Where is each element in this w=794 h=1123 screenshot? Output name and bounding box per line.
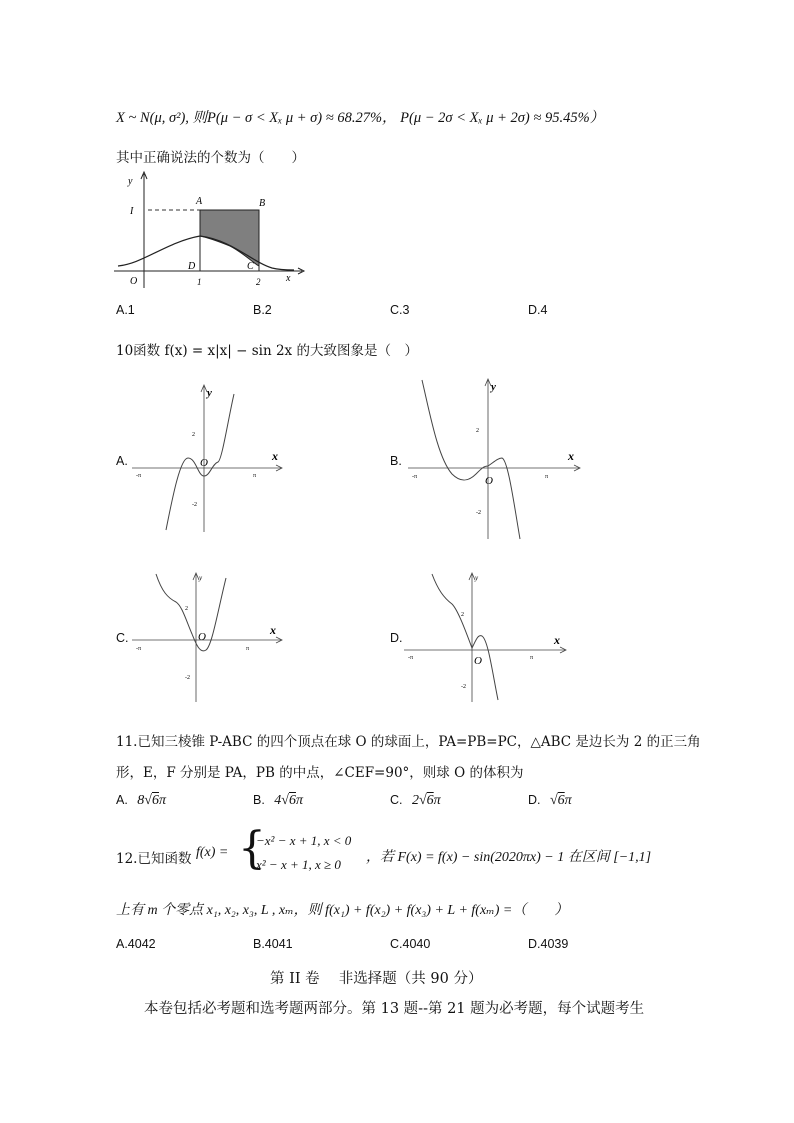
q10-graph-d-origin: O [474, 655, 482, 667]
q10-graph-d-x-label: x [554, 633, 560, 647]
q10-graph-b-x-label: x [568, 449, 574, 463]
q11-line-2: 形，E，F 分别是 PA，PB 的中点，∠CEF=90°，则球 O 的体积为 [116, 765, 524, 781]
q11-line-1: 11.已知三棱锥 P-ABC 的四个顶点在球 O 的球面上，PA=PB=PC，△ABC 是边长为 2 的正三角 [116, 734, 701, 750]
q9-normal-figure [112, 170, 307, 292]
q10-prompt: 10函数 f(x) = x|x| − sin 2x 的大致图象是（ ） [116, 343, 418, 359]
q9-axis-y-label: y [128, 176, 133, 187]
q10-graph-a-tick-pos: 2 [192, 432, 195, 438]
q10-graph-c[interactable] [132, 570, 292, 705]
q11-option-b-label: B. [253, 793, 265, 807]
q12-lead: 12.已知函数 [116, 851, 192, 867]
q10-graph-c-tick-pi: π [246, 646, 250, 652]
q10-graph-a[interactable] [132, 380, 292, 535]
q10-graph-d[interactable] [404, 570, 574, 705]
q12-tail: ，若 F(x) = f(x) − sin(2020πx) − 1 在区间 [−1,1] [366, 850, 652, 865]
q10-graph-b-tick-pos: 2 [476, 428, 479, 434]
q10-graph-c-x-label: x [270, 623, 276, 637]
section-title: 第 II 卷 非选择题（共 90 分） [270, 971, 483, 987]
q11-option-b-coef: 4 [274, 793, 282, 808]
q10-graph-a-tick-negpi: -π [136, 473, 142, 479]
q9-formula-line: X ~ N(μ, σ²), 则P(μ − σ < Xₓ μ + σ) ≈ 68.27%， P(μ − 2σ < Xₓ μ + 2σ) ≈ 95.45%） [116, 110, 605, 126]
q9-tick-x2-label: 2 [256, 277, 261, 287]
q10-graph-c-origin: O [198, 631, 206, 643]
q9-point-a: A [196, 196, 203, 207]
q10-graph-c-tick-neg: -2 [185, 675, 190, 681]
q11-option-d-tail: π [564, 793, 572, 808]
q9-point-c: C [247, 261, 254, 272]
q10-graph-a-tick-pi: π [253, 473, 257, 479]
q11-option-c-label: C. [390, 793, 403, 807]
q10-graph-b-tick-pi: π [545, 474, 549, 480]
q10-graph-b-curve [422, 380, 520, 539]
q11-option-c-tail: π [433, 793, 441, 808]
q9-option-c[interactable]: C.3 [390, 303, 410, 317]
q10-graph-a-origin: O [200, 457, 208, 469]
q9-option-d[interactable]: D.4 [528, 303, 548, 317]
q9-origin-label: O [130, 276, 138, 287]
q10-graph-b-y-label: y [491, 381, 496, 393]
q10-graph-a-tick-neg: -2 [192, 502, 197, 508]
q11-option-a-tail: π [158, 793, 166, 808]
q11-option-a-label: A. [116, 793, 128, 807]
q10-option-a-label[interactable]: A. [116, 454, 128, 468]
q10-graph-b-origin: O [485, 475, 493, 487]
q10-graph-c-curve [156, 574, 226, 651]
q10-graph-d-tick-pi: π [530, 655, 534, 661]
q12-option-c[interactable]: C.4040 [390, 937, 431, 951]
q11-option-c-rad: 6 [426, 793, 434, 808]
q10-graph-c-y-label: y [199, 574, 203, 582]
q11-option-c[interactable]: C. 2√6π [390, 793, 441, 808]
q11-option-a-coef: 8 [137, 793, 145, 808]
q11-option-d[interactable]: D. √6π [528, 793, 572, 808]
q11-option-d-rad: 6 [557, 793, 565, 808]
q12-line-2: 上有 m 个零点 x₁, x₂, x₃, L , xₘ，则 f(x₁) + f(x₂) + f(x₃) + L + f(xₘ) =（ ） [116, 903, 569, 918]
q10-graph-d-curve [432, 574, 498, 700]
q12-option-a[interactable]: A.4042 [116, 937, 156, 951]
q10-option-d-label[interactable]: D. [390, 631, 403, 645]
q9-prompt: 其中正确说法的个数为（ ） [116, 150, 305, 166]
q11-option-b[interactable]: B. 4√6π [253, 793, 303, 808]
q12-option-d[interactable]: D.4039 [528, 937, 569, 951]
q10-graph-c-tick-negpi: -π [136, 646, 142, 652]
q10-graph-c-tick-pos: 2 [185, 606, 188, 612]
q11-option-b-tail: π [295, 793, 303, 808]
q10-graph-a-y-label: y [207, 387, 212, 399]
q10-option-c-label[interactable]: C. [116, 631, 129, 645]
q10-graph-b-tick-negpi: -π [412, 474, 418, 480]
section-intro: 本卷包括必考题和选考题两部分。第 13 题--第 21 题为必考题，每个试题考生 [144, 1001, 645, 1017]
q12-case-1: −x² − x + 1, x < 0 [256, 833, 352, 848]
q11-option-a-rad: 6 [151, 793, 159, 808]
q11-option-b-rad: 6 [288, 793, 296, 808]
q11-option-a[interactable]: A. 8√6π [116, 793, 166, 808]
q12-case-2: x² − x + 1, x ≥ 0 [256, 857, 341, 872]
q10-option-b-label[interactable]: B. [390, 454, 402, 468]
q9-tick-x1-label: 1 [197, 277, 202, 287]
q12-option-b[interactable]: B.4041 [253, 937, 293, 951]
q9-option-b[interactable]: B.2 [253, 303, 272, 317]
q10-graph-d-tick-negpi: -π [408, 655, 414, 661]
q12-brace: { [238, 823, 266, 874]
q10-graph-b-tick-neg: -2 [476, 510, 481, 516]
q10-graph-d-y-label: y [475, 574, 479, 582]
q11-option-d-label: D. [528, 793, 541, 807]
q10-graph-d-tick-neg: -2 [461, 684, 466, 690]
q9-point-d: D [188, 261, 196, 272]
q11-option-c-coef: 2 [411, 793, 419, 808]
q10-graph-b[interactable] [408, 374, 586, 542]
q10-graph-a-x-label: x [272, 449, 278, 463]
q9-option-a[interactable]: A.1 [116, 303, 135, 317]
q10-graph-d-tick-pos: 2 [461, 612, 464, 618]
q12-fx: f(x) = [196, 845, 229, 860]
q9-axis-x-label: x [286, 273, 291, 284]
q9-tick-y-label: I [130, 206, 134, 217]
q9-point-b: B [259, 198, 266, 209]
